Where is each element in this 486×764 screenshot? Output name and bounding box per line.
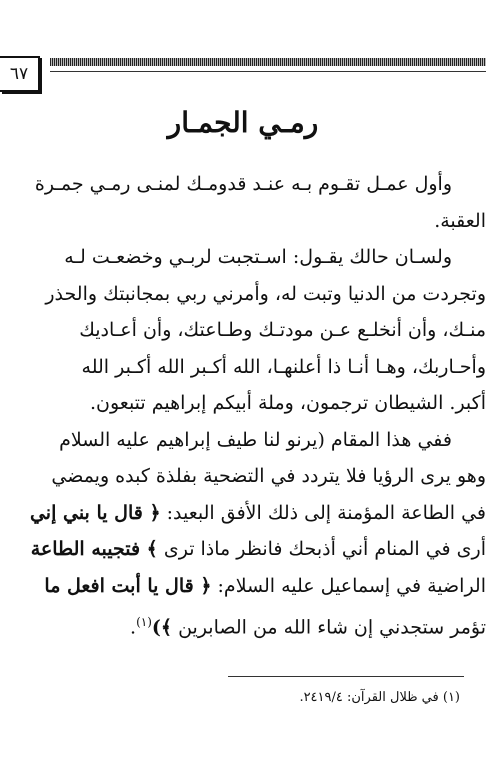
text-segment: تؤمر ستجدني إن شاء الله من الصابرين [178, 616, 486, 639]
text-line [0, 604, 486, 641]
text-line: وهو يرى الرؤيا فلا يتردد في التضحية بفلذة كبده ويمضي [51, 465, 486, 487]
end-period: . [130, 616, 137, 639]
text-line [0, 568, 486, 605]
header-rule [50, 58, 486, 66]
text-line: وأول عمـل تقـوم بـه عنـد قدومـك لمنـى رمـي جمـرة [34, 173, 452, 195]
text-segment: الراضية في إسماعيل عليه السلام: [217, 574, 486, 597]
page-number [0, 56, 40, 92]
footnote-marker: (١) [136, 615, 152, 629]
text-line: العقبة. [434, 209, 486, 232]
text-line [0, 495, 486, 532]
text-segment: أرى في المنام أني أذبحك فانظر ماذا ترى [163, 538, 486, 560]
text-line: ففي هذا المقام (يرنو لنا طيف إبراهيم عليه السلام [59, 428, 452, 451]
quran-quote-close: ﴾ فتجيبه الطاعة [30, 538, 158, 560]
text-line [0, 531, 486, 568]
header-rule-thin [50, 71, 486, 72]
text-line: ولسـان حالك يقـول: اسـتجبت لربـي وخضعـت لـه [64, 246, 452, 268]
text-line: وأحـاربك، وهـا أنـا ذا أعلنهـا، الله أكـبر الله أكـبر الله [81, 355, 486, 378]
text-segment: في الطاعة المؤمنة إلى ذلك الأفق البعيد: [166, 501, 486, 524]
footnote: (١) في ظلال القرآن: ٢٤١٩/٤. [299, 690, 460, 705]
text-line: وتجردت من الدنيا وتبت له، وأمرني ربي بمجانبتك والحذر [45, 282, 486, 305]
chapter-title: رمـي الجمـار [167, 106, 319, 139]
quran-quote: ﴿ قال يا بني إني [29, 501, 161, 524]
text-line: منـك، وأن أنخلـع عـن مودتـك وطـاعتك، وأن أعـاديك [79, 319, 486, 341]
quran-quote: ﴿ قال يا أبت افعل ما [44, 574, 212, 597]
text-line: أكبر. الشيطان ترجمون، وملة أبيكم إبراهيم تتبعون. [89, 392, 486, 414]
footnote-rule [228, 676, 464, 677]
quran-quote-end: ﴾) [151, 616, 173, 639]
body-text [0, 166, 486, 641]
page-number-text: ٦٧ [9, 64, 29, 84]
